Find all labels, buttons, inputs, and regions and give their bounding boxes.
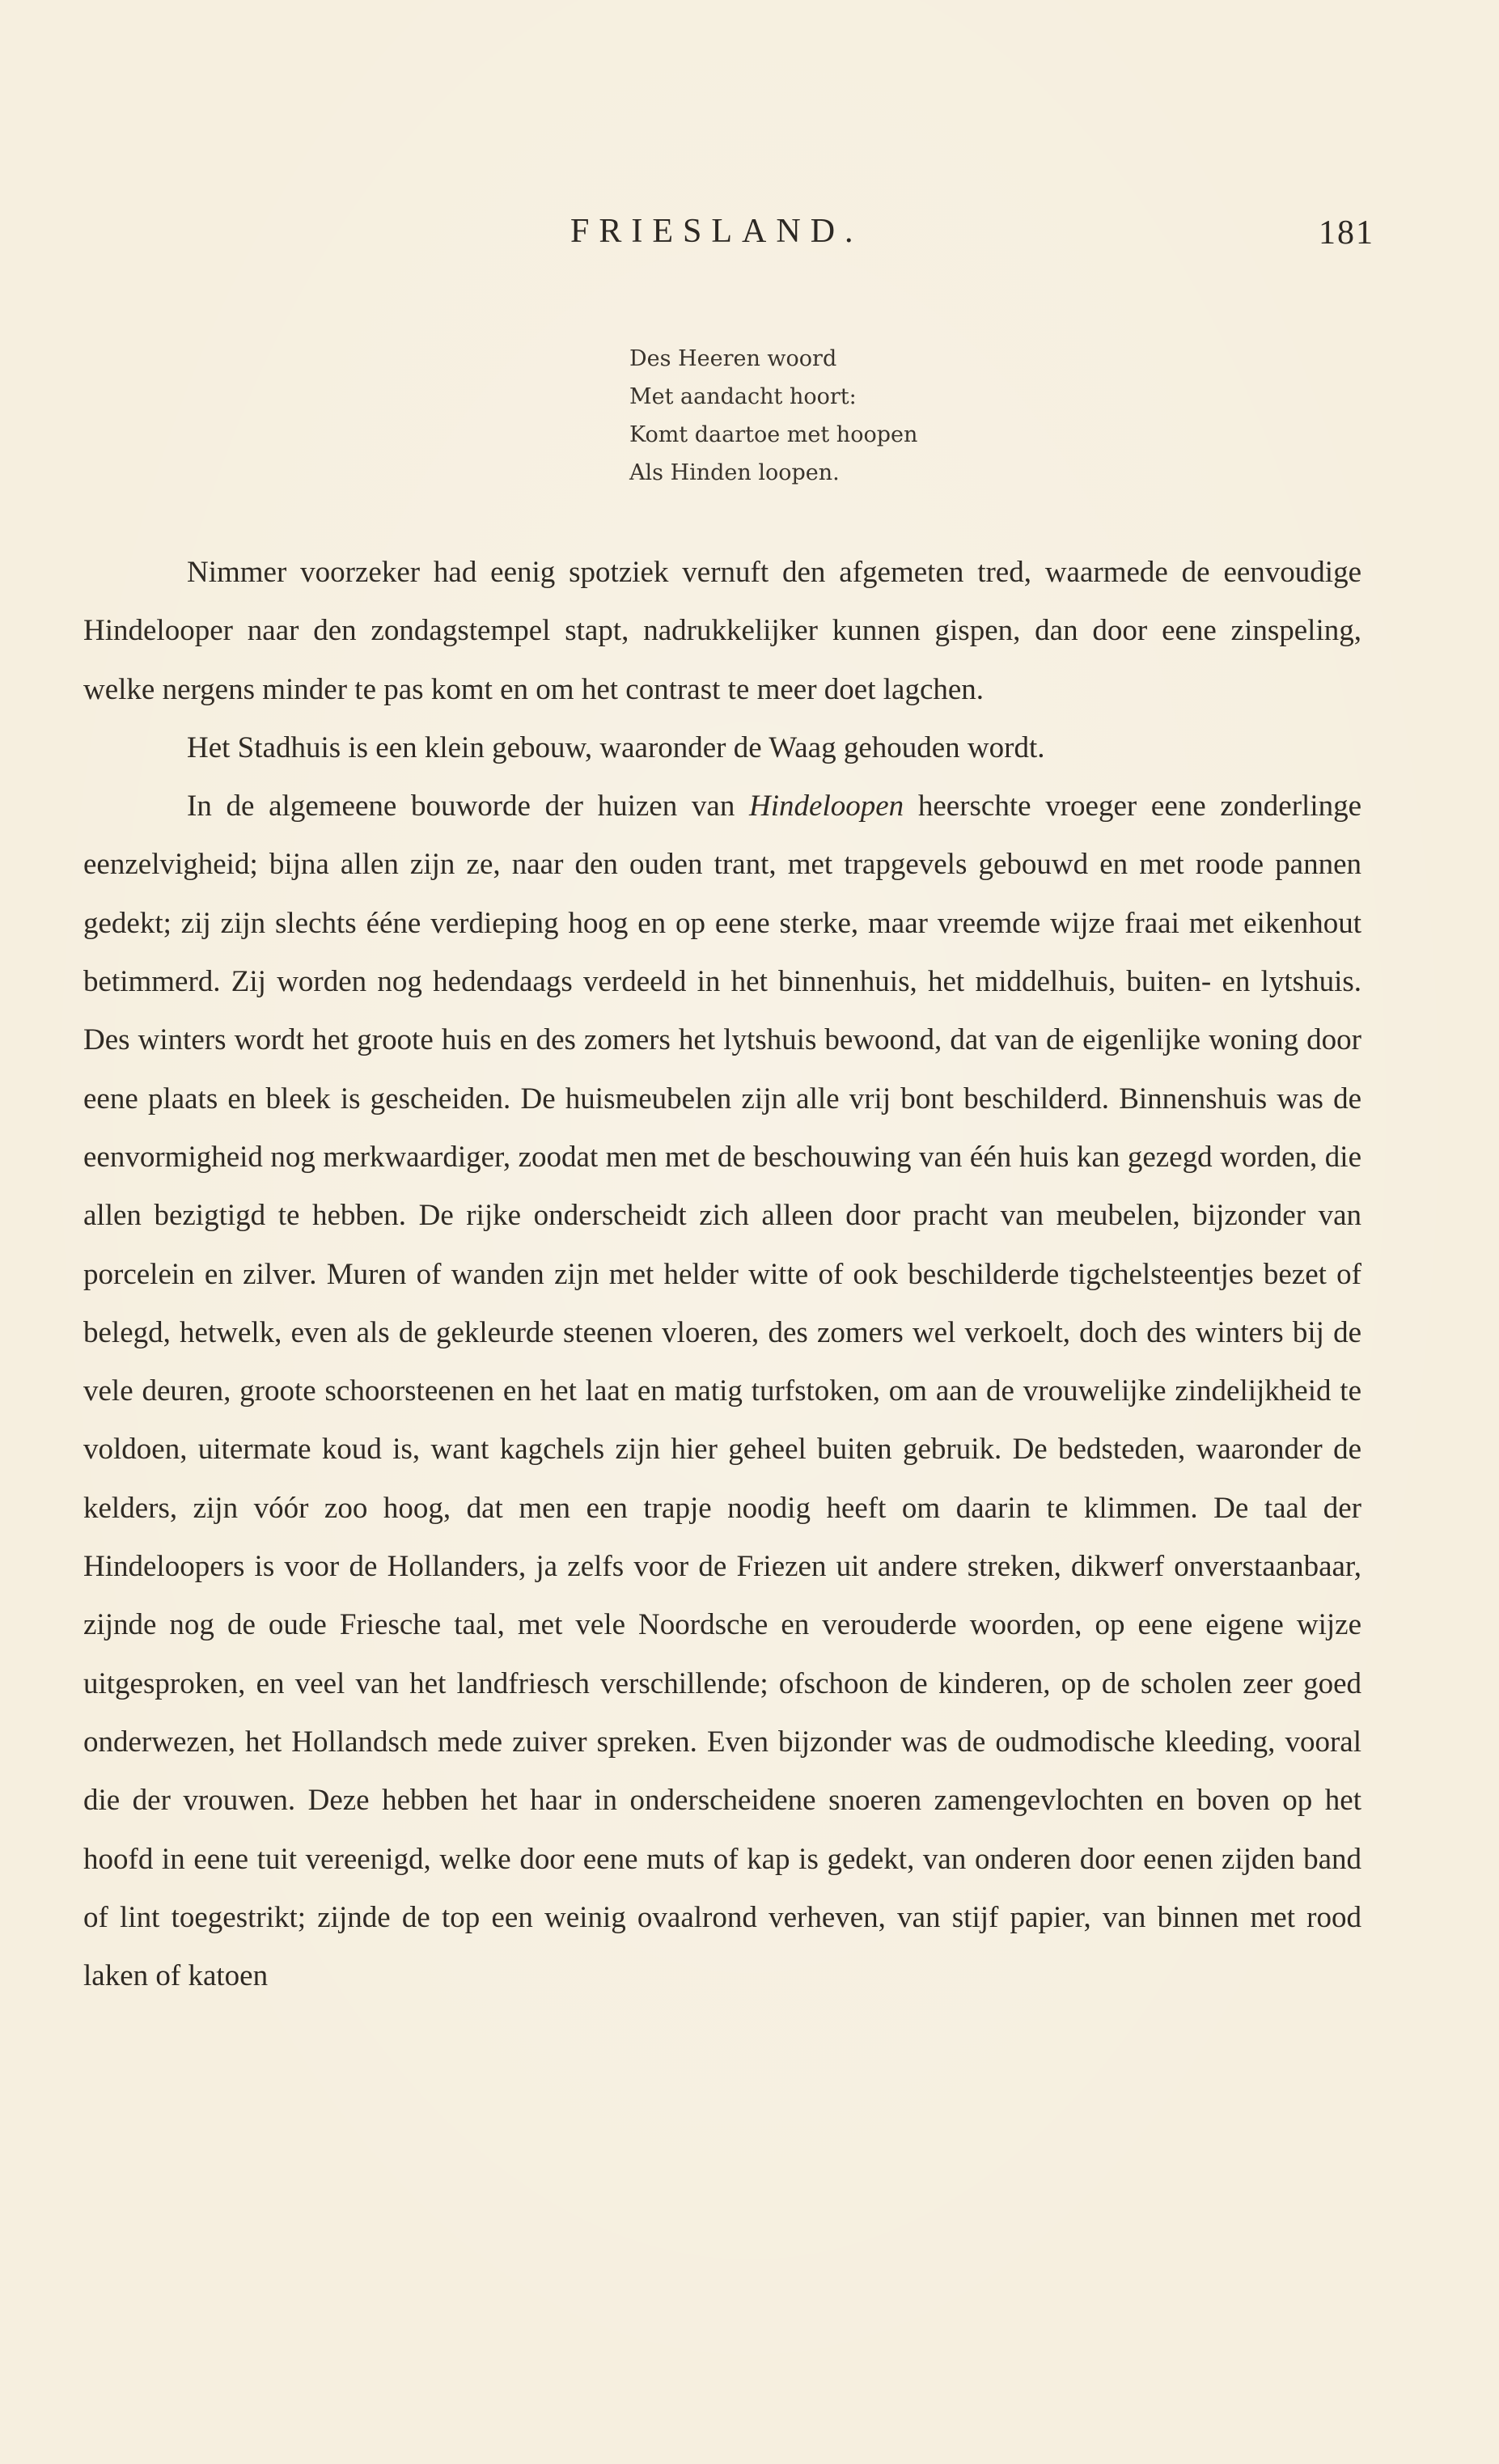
paragraph-bouworde-start: In de algemeene bouworde der huizen van (187, 790, 735, 823)
poem-line: Met aandacht hoort: (629, 384, 857, 409)
body-text (83, 544, 1361, 2005)
paragraph-bouworde-rest: heerschte vroeger eene zonderlinge eenzelvigheid; bijna allen zijn ze, naar den ouden trant, met trapgevels gebouwd en met roode pannen gedekt; zij zijn slechts ééne verdieping hoog en op eene sterke, maar vreemde wijze fraai met eikenhout betimmerd. Zij worden nog hedendaags verdeeld in het binnenhuis, het middelhuis, buiten- en lytshuis. Des winters wordt het groote huis en des zomers het lytshuis bewoond, dat van de eigenlijke woning door eene plaats en bleek is gescheiden. De huismeubelen zijn alle vrij bont beschilderd. Binnenshuis was de eenvormigheid nog merkwaardiger, zoodat men met de beschouwing van één huis kan gezegd worden, die allen bezigtigd te hebben. De rijke onderscheidt zich alleen door pracht van meubelen, bijzonder van porcelein en zilver. Muren of wanden zijn met helder witte of ook beschilderde tigchelsteentjes bezet of belegd, hetwelk, even als de gekleurde steenen vloeren, des zomers wel verkoelt, doch des winters bij de vele deuren, groote schoorsteenen en het laat en matig turfstoken, om aan de vrouwelijke zindelijkheid te voldoen, uitermate koud is, want kagchels zijn hier geheel buiten gebruik. De bedsteden, waaronder de kelders, zijn vóór zoo hoog, dat men een trapje noodig heeft om daarin te klimmen. De taal der Hindeloopers is voor de Hollanders, ja zelfs voor de Friezen uit andere streken, dikwerf onverstaanbaar, zijnde nog de oude Friesche taal, met vele Noordsche en verouderde woorden, op eene eigene wijze uitgesproken, en veel van het landfriesch verschillende; ofschoon de kinderen, op de scholen zeer goed onderwezen, het Hollandsch mede zuiver spreken. Even bijzonder was de oudmodische kleeding, vooral die der vrouwen. Deze hebben het haar in onderscheidene snoeren zamengevlochten en boven op het hoofd in eene tuit vereenigd, welke door eene muts of kap is gedekt, van onderen door eenen zijden band of lint toegestrikt; zijnde de top een weinig ovaalrond verheven, van stijf papier, van binnen met rood laken of katoen (83, 790, 1362, 1993)
poem-line: Komt daartoe met hoopen (629, 422, 918, 447)
paragraph-bouworde (83, 777, 1361, 2005)
page-number: 181 (1319, 214, 1374, 252)
paragraph-nimmer: Nimmer voorzeker had eenig spotziek vernuft den afgemeten tred, waarmede de eenvoudige Hindelooper naar den zondagstempel stapt, nadrukkelijker kunnen gispen, dan door eene zinspeling, welke nergens minder te pas komt en om het contrast te meer doet lagchen. (83, 556, 1361, 706)
paragraph-stadhuis: Het Stadhuis is een klein gebouw, waaronder de Waag gehouden wordt. (187, 730, 1045, 764)
poem-stanza (629, 340, 917, 492)
poem-line: Des Heeren woord (629, 346, 837, 371)
running-title: FRIESLAND. (570, 213, 863, 250)
place-name-hindeloopen: Hindeloopen (749, 790, 904, 823)
running-head (0, 212, 1499, 269)
poem-line: Als Hinden loopen. (629, 460, 840, 485)
